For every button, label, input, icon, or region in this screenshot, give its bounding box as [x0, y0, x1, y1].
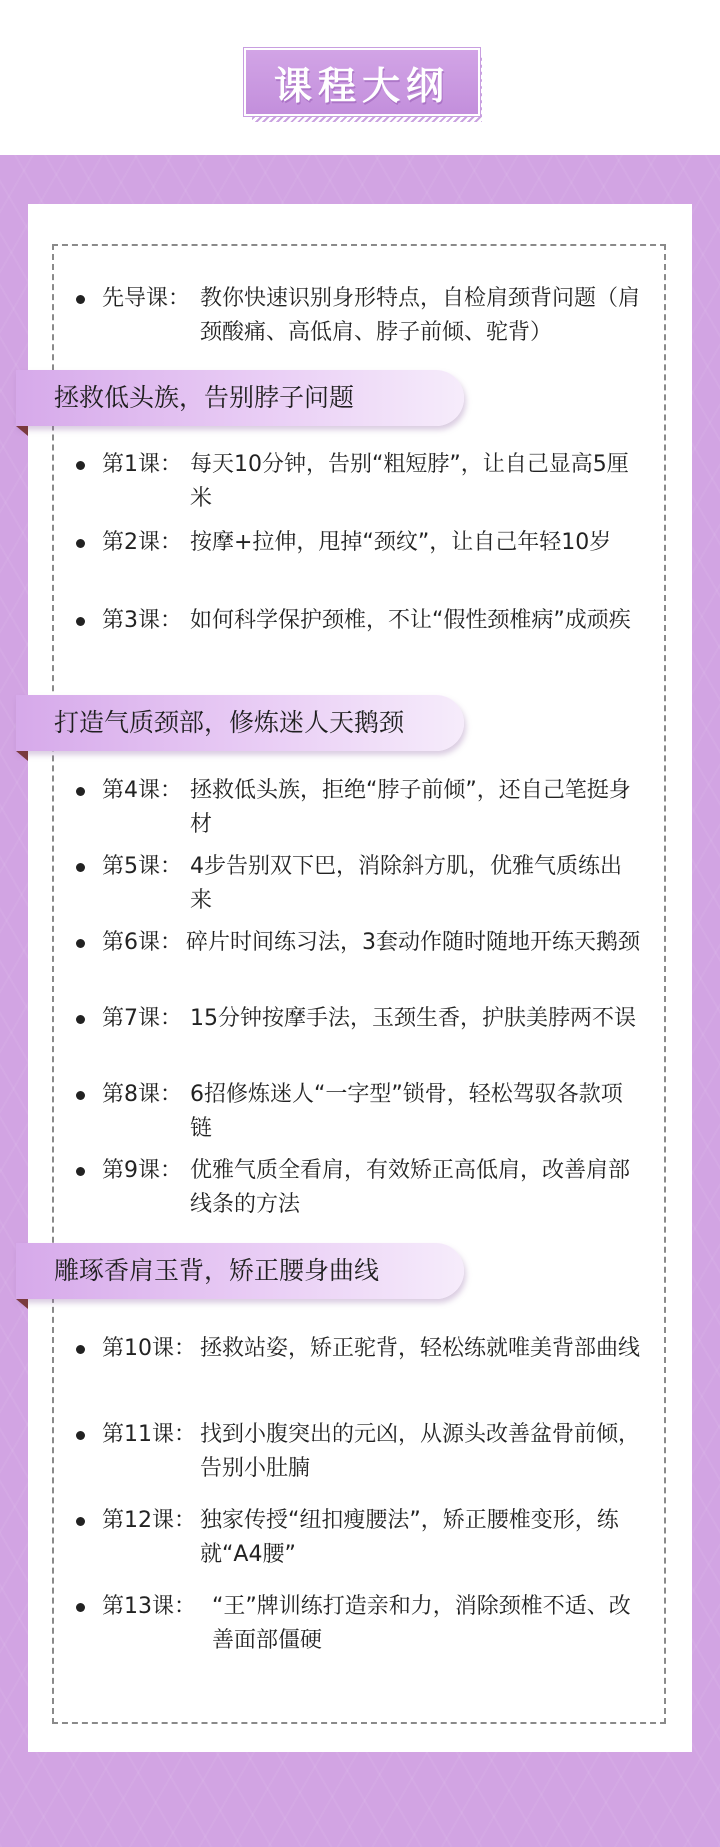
lesson-text: 碎片时间练习法，3套动作随时随地开练天鹅颈 [186, 930, 640, 955]
lesson-label: 先导课： [102, 286, 191, 311]
section-title: 雕琢香肩玉背，矫正腰身曲线 [54, 1256, 380, 1285]
lesson-text: 按摩+拉伸，甩掉“颈纹”，让自己年轻10岁 [190, 530, 612, 555]
section-banner [16, 370, 464, 426]
bullet-icon [76, 461, 85, 470]
title-badge [244, 48, 480, 116]
lesson-text: 每天10分钟，告别“粗短脖”，让自己显高5厘米 [190, 452, 629, 511]
lesson-label: 第1课： [102, 452, 182, 477]
lesson-label: 第10课： [102, 1336, 196, 1361]
bullet-icon [76, 617, 85, 626]
bullet-icon [76, 295, 85, 304]
lesson-label: 第12课： [102, 1508, 196, 1533]
lesson-label: 第2课： [102, 530, 182, 555]
bullet-icon [76, 1091, 85, 1100]
page-title: 课程大纲 [273, 62, 450, 108]
lesson-text: 15分钟按摩手法，玉颈生香，护肤美脖两不误 [190, 1006, 636, 1031]
bullet-icon [76, 939, 85, 948]
lesson-text: 独家传授“纽扣瘦腰法”，矫正腰椎变形，练就“A4腰” [200, 1508, 619, 1567]
lesson-label: 第6课： [102, 930, 182, 955]
bullet-icon [76, 1431, 85, 1440]
section-banner [16, 1243, 464, 1299]
lesson-label: 第9课： [102, 1158, 182, 1183]
bullet-icon [76, 1015, 85, 1024]
lesson-label: 第5课： [102, 854, 182, 879]
lesson-label: 第3课： [102, 608, 182, 633]
lesson-label: 第8课： [102, 1082, 182, 1107]
list-item-intro [76, 282, 666, 350]
lesson-text: 找到小腹突出的元凶，从源头改善盆骨前倾，告别小肚腩 [200, 1422, 641, 1481]
bullet-icon [76, 787, 85, 796]
lesson-text: “王”牌训练打造亲和力，消除颈椎不适、改善面部僵硬 [212, 1594, 631, 1653]
lesson-label: 第13课： [102, 1594, 196, 1619]
lesson-text: 4步告别双下巴，消除斜方肌，优雅气质练出来 [190, 854, 622, 913]
bullet-icon [76, 539, 85, 548]
banner-fold [16, 1299, 28, 1309]
section-title: 打造气质颈部，修炼迷人天鹅颈 [54, 708, 405, 737]
lesson-text: 6招修炼迷人“一字型”锁骨，轻松驾驭各款项链 [190, 1082, 623, 1141]
banner-fold [16, 751, 28, 761]
lesson-text: 如何科学保护颈椎，不让“假性颈椎病”成顽疾 [190, 608, 631, 633]
banner-fold [16, 426, 28, 436]
lesson-text: 教你快速识别身形特点，自检肩颈背问题（肩颈酸痛、高低肩、脖子前倾、驼背） [200, 286, 641, 345]
lesson-label: 第7课： [102, 1006, 182, 1031]
bullet-icon [76, 1517, 85, 1526]
bullet-icon [76, 1345, 85, 1354]
lesson-text: 拯救站姿，矫正驼背，轻松练就唯美背部曲线 [200, 1336, 641, 1361]
bullet-icon [76, 1603, 85, 1612]
lesson-label: 第11课： [102, 1422, 196, 1447]
section-title: 拯救低头族，告别脖子问题 [54, 383, 355, 412]
header [0, 0, 720, 155]
bullet-icon [76, 1167, 85, 1176]
lesson-label: 第4课： [102, 778, 182, 803]
lesson-text: 拯救低头族，拒绝“脖子前倾”，还自己笔挺身材 [190, 778, 631, 837]
bullet-icon [76, 863, 85, 872]
lesson-text: 优雅气质全看肩，有效矫正高低肩，改善肩部线条的方法 [190, 1158, 631, 1217]
section-banner [16, 695, 464, 751]
